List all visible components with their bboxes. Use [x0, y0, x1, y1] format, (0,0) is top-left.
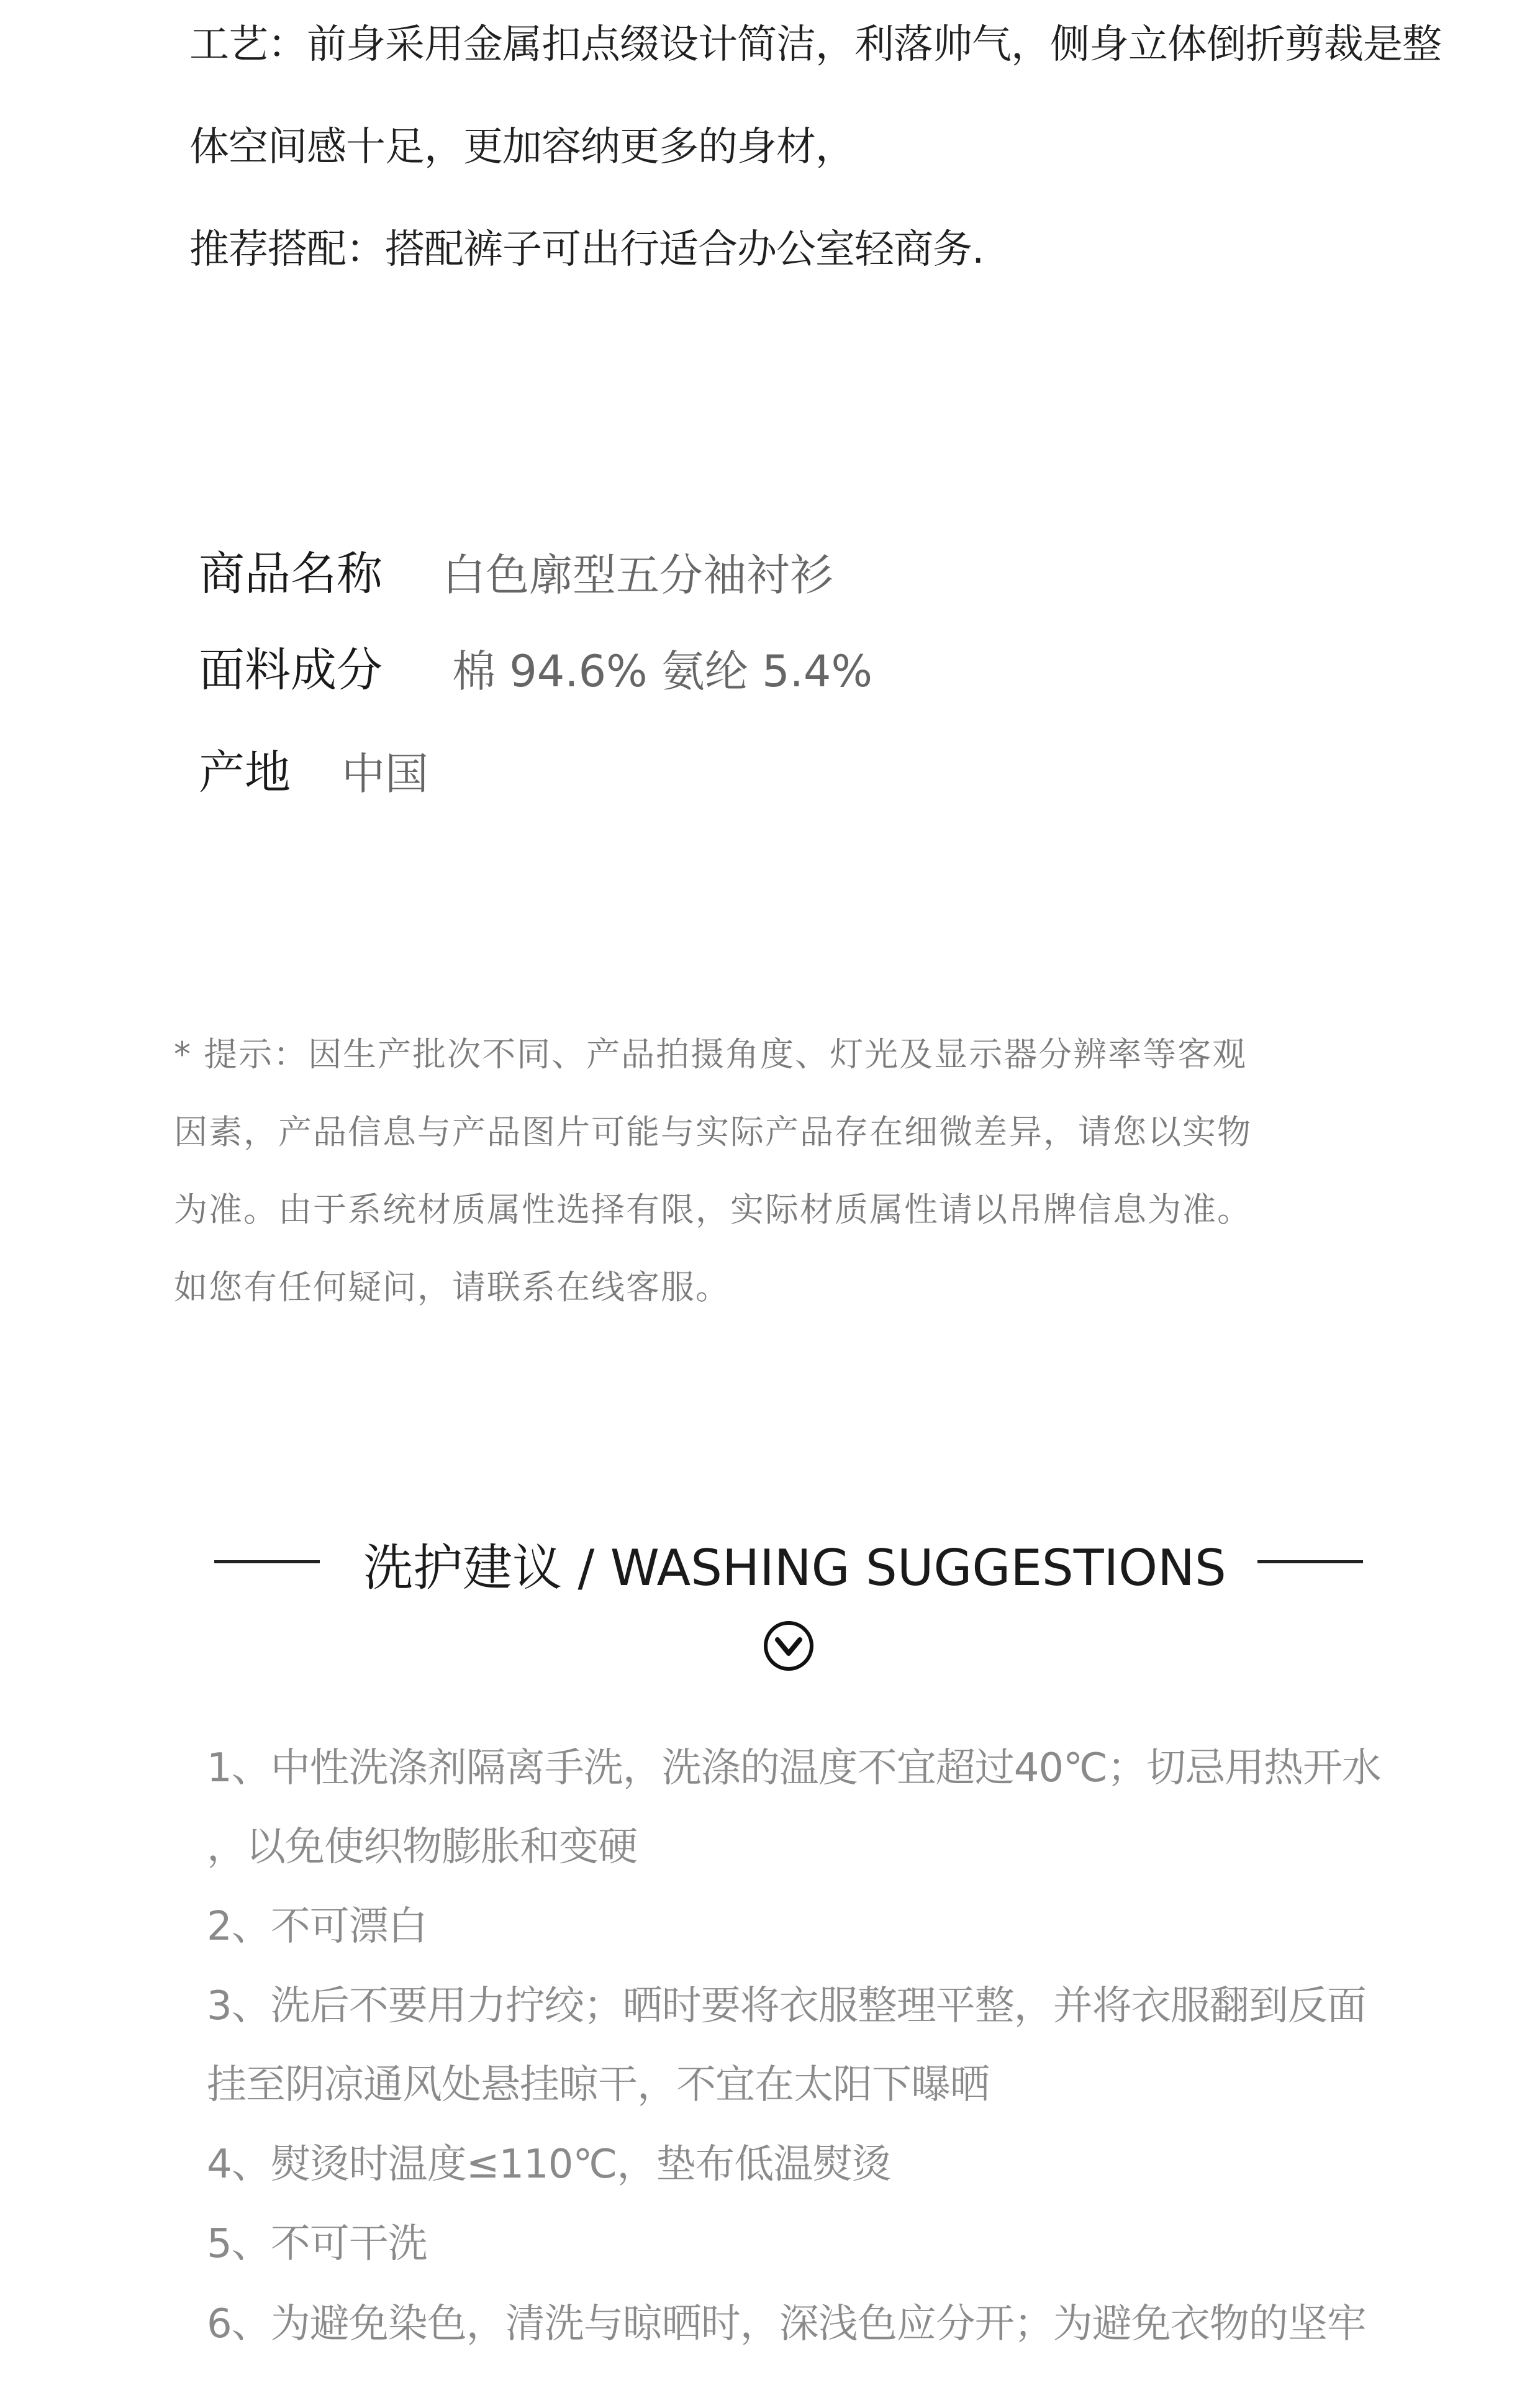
title-divider-right — [1257, 1560, 1363, 1563]
washing-item-line: 挂至阴凉通风处悬挂晾干，不宜在太阳下曝晒 — [207, 2062, 989, 2108]
spec-label-fabric: 面料成分 — [199, 643, 383, 697]
washing-title: 洗护建议 / WASHING SUGGESTIONS — [363, 1539, 1226, 1597]
washing-item-line: 5、不可干洗 — [207, 2221, 427, 2267]
spec-value-product-name: 白色廓型五分袖衬衫 — [442, 550, 833, 601]
washing-item-line: 6、为避免染色，清洗与晾晒时，深浅色应分开；为避免衣物的坚牢 — [207, 2301, 1366, 2347]
spec-value-origin: 中国 — [342, 748, 428, 799]
washing-item-line: 2、不可漂白 — [207, 1904, 427, 1950]
washing-item-line: 4、熨烫时温度≤110℃，垫布低温熨烫 — [207, 2142, 891, 2187]
notice-line: 为准。由于系统材质属性选择有限，实际材质属性请以吊牌信息为准。 — [174, 1190, 1252, 1229]
spec-label-product-name: 商品名称 — [199, 547, 383, 601]
craft-description-line: 体空间感十足，更加容纳更多的身材， — [189, 124, 854, 170]
washing-item-line: 1、中性洗涤剂隔离手洗，洗涤的温度不宜超过40℃；切忌用热开水 — [207, 1745, 1382, 1791]
spec-value-fabric: 棉 94.6% 氨纶 5.4% — [452, 646, 872, 697]
washing-item-line: ，以免使织物膨胀和变硬 — [207, 1824, 637, 1870]
recommendation-line: 推荐搭配：搭配裤子可出行适合办公室轻商务. — [189, 227, 984, 273]
washing-item-line: 3、洗后不要用力拧绞；晒时要将衣服整理平整，并将衣服翻到反面 — [207, 1983, 1366, 2029]
spec-label-origin: 产地 — [199, 746, 291, 799]
notice-line: 如您有任何疑问，请联系在线客服。 — [174, 1268, 730, 1307]
craft-description-line: 工艺：前身采用金属扣点缀设计简洁，利落帅气，侧身立体倒折剪裁是整 — [189, 22, 1441, 68]
title-divider-left — [214, 1560, 320, 1563]
notice-line: * 提示：因生产批次不同、产品拍摄角度、灯光及显示器分辨率等客观 — [174, 1035, 1248, 1074]
notice-line: 因素，产品信息与产品图片可能与实际产品存在细微差异，请您以实物 — [174, 1112, 1252, 1152]
chevron-down-circle-icon — [763, 1620, 815, 1672]
